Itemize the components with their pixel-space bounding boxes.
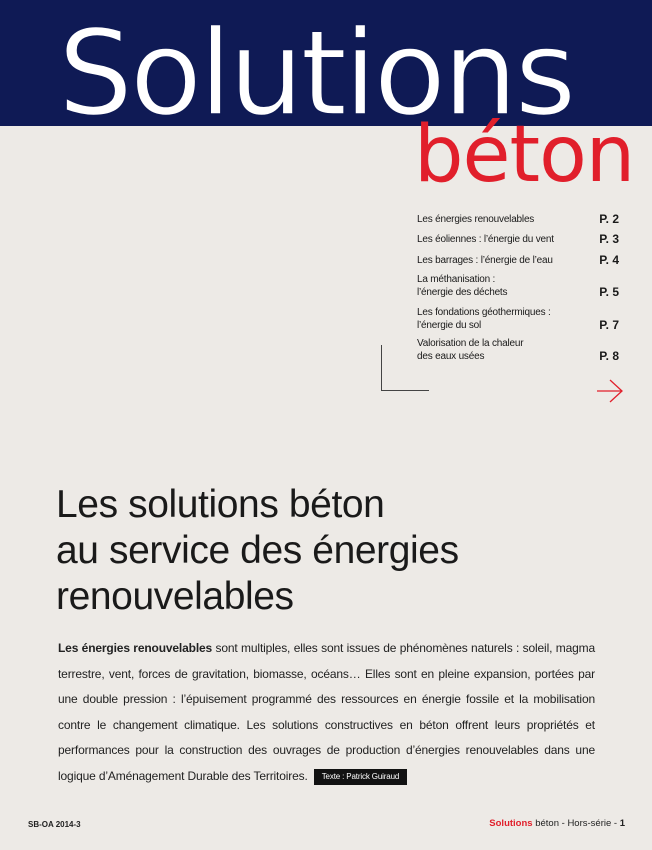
footer-folio (489, 818, 625, 829)
corner-rule-vertical (381, 345, 382, 391)
toc-item-page: P. 2 (599, 212, 619, 226)
intro-lead: Les énergies renouvelables (58, 641, 213, 655)
arrow-right-icon[interactable] (596, 378, 624, 404)
toc-item[interactable] (417, 306, 619, 332)
corner-rule-horizontal (381, 390, 429, 391)
toc-item[interactable] (417, 273, 619, 299)
toc-item[interactable] (417, 249, 619, 267)
toc-item-page: P. 8 (599, 349, 619, 363)
toc-item-label: Les éoliennes : l’énergie du vent (417, 234, 554, 245)
footer-edition: - Hors-série - (559, 818, 620, 829)
intro-paragraph (58, 636, 595, 790)
table-of-contents (417, 208, 619, 363)
toc-item-label: Les barrages : l’énergie de l’eau (417, 255, 553, 266)
footer-brand: Solutions (489, 818, 533, 829)
magazine-title: Solutions (58, 4, 574, 142)
toc-item-page: P. 4 (599, 253, 619, 267)
toc-item-label: La méthanisation : l’énergie des déchets (417, 274, 508, 298)
headline-line: renouvelables (56, 575, 294, 618)
publication-reference: SB-OA 2014-3 (28, 820, 81, 829)
toc-item-label: Les fondations géothermiques : l’énergie du sol (417, 307, 551, 331)
article-headline (56, 482, 459, 620)
toc-item-label: Les énergies renouvelables (417, 214, 535, 225)
toc-item[interactable] (417, 228, 619, 246)
toc-item-page: P. 5 (599, 285, 619, 299)
magazine-subtitle: béton (414, 110, 635, 200)
page-number: 1 (619, 818, 625, 829)
toc-item[interactable] (417, 337, 619, 363)
author-credit: Texte : Patrick Guiraud (314, 769, 407, 785)
toc-item-page: P. 3 (599, 232, 619, 246)
headline-line: Les solutions béton (56, 483, 385, 526)
toc-item[interactable] (417, 208, 619, 226)
intro-text: sont multiples, elles sont issues de phénomènes naturels : soleil, magma terrestre, vent, forces de gravitation, biomasse, océans… Elles sont en pleine expansion, portées par une double pression : l’épuisement programmé des ressources en énergie fossile et la mobilisation contre le changement climatique. Les solutions constructives en béton offrent leurs propriétés et performances pour la construction des ouvrages de production d’énergies renouvelables dans une logique d’Aménagement Durable des Territoires. (58, 641, 595, 783)
toc-item-label: Valorisation de la chaleur des eaux usées (417, 338, 524, 362)
toc-item-page: P. 7 (599, 318, 619, 332)
footer-brand-sub: béton (532, 818, 559, 829)
headline-line: au service des énergies (56, 529, 459, 572)
